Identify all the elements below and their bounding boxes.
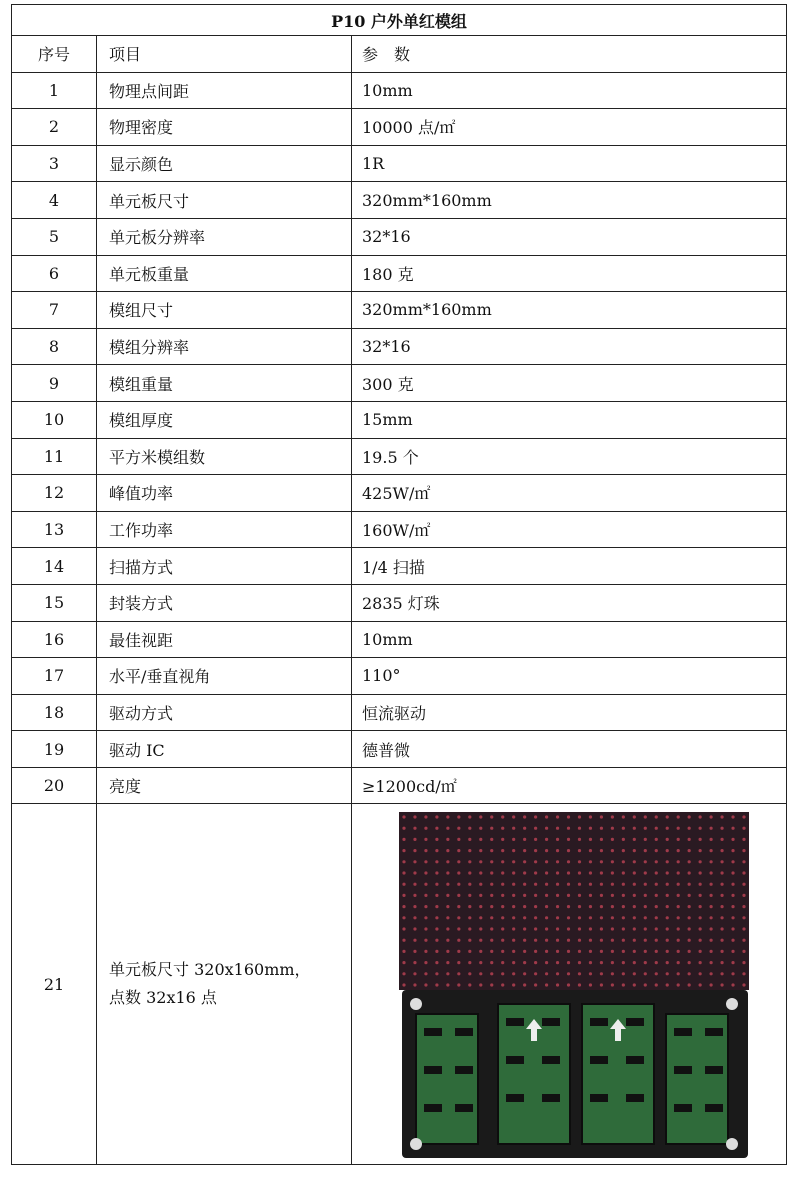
row-value: 10000 点/㎡ xyxy=(352,109,787,146)
table-row xyxy=(12,109,787,146)
table-row xyxy=(12,511,787,548)
row-value: 160W/㎡ xyxy=(352,511,787,548)
table-title: P10 户外单红模组 xyxy=(12,5,787,36)
row-item: 峰值功率 xyxy=(97,475,352,512)
row-number: 6 xyxy=(12,255,97,292)
table-row xyxy=(12,401,787,438)
table-row xyxy=(12,292,787,329)
table-row xyxy=(12,328,787,365)
header-row xyxy=(12,36,787,73)
row-value: 32*16 xyxy=(352,328,787,365)
table-row xyxy=(12,438,787,475)
row-item: 显示颜色 xyxy=(97,145,352,182)
row-number: 15 xyxy=(12,584,97,621)
row-value: 300 克 xyxy=(352,365,787,402)
row-item: 亮度 xyxy=(97,767,352,804)
row-value: 15mm xyxy=(352,401,787,438)
table-row xyxy=(12,731,787,768)
row-value: ≥1200cd/㎡ xyxy=(352,767,787,804)
table-row xyxy=(12,182,787,219)
row-item: 模组分辨率 xyxy=(97,328,352,365)
header-item: 项目 xyxy=(97,36,352,73)
row-item: 单元板分辨率 xyxy=(97,218,352,255)
row-number: 2 xyxy=(12,109,97,146)
table-row xyxy=(12,658,787,695)
row-number: 12 xyxy=(12,475,97,512)
table-row xyxy=(12,475,787,512)
title-row xyxy=(12,5,787,36)
row-item-description xyxy=(97,804,352,1165)
module-photo xyxy=(362,804,786,1164)
table-row-image xyxy=(12,804,787,1165)
table-row xyxy=(12,218,787,255)
row-value: 恒流驱动 xyxy=(352,694,787,731)
table-row xyxy=(12,145,787,182)
row-value: 2835 灯珠 xyxy=(352,584,787,621)
table-row xyxy=(12,694,787,731)
row-value: 1R xyxy=(352,145,787,182)
row-number: 19 xyxy=(12,731,97,768)
header-no: 序号 xyxy=(12,36,97,73)
row-number: 11 xyxy=(12,438,97,475)
row-value: 32*16 xyxy=(352,218,787,255)
table-row xyxy=(12,255,787,292)
row-value: 180 克 xyxy=(352,255,787,292)
table-row xyxy=(12,584,787,621)
row-value-image xyxy=(352,804,787,1165)
row-item: 物理点间距 xyxy=(97,72,352,109)
row-item: 水平/垂直视角 xyxy=(97,658,352,695)
row-number: 10 xyxy=(12,401,97,438)
row-number: 13 xyxy=(12,511,97,548)
table-row xyxy=(12,548,787,585)
led-module-photo xyxy=(394,804,754,1164)
row-item: 模组重量 xyxy=(97,365,352,402)
row-value: 1/4 扫描 xyxy=(352,548,787,585)
row-number: 1 xyxy=(12,72,97,109)
header-value: 参 数 xyxy=(352,36,787,73)
row-number: 20 xyxy=(12,767,97,804)
table-row xyxy=(12,365,787,402)
row-item: 扫描方式 xyxy=(97,548,352,585)
row-item: 工作功率 xyxy=(97,511,352,548)
row-number: 8 xyxy=(12,328,97,365)
row-number: 4 xyxy=(12,182,97,219)
row-item: 单元板重量 xyxy=(97,255,352,292)
row-number: 3 xyxy=(12,145,97,182)
row-number: 5 xyxy=(12,218,97,255)
row-value: 10mm xyxy=(352,72,787,109)
row-item: 模组厚度 xyxy=(97,401,352,438)
row-item: 单元板尺寸 xyxy=(97,182,352,219)
row-item: 平方米模组数 xyxy=(97,438,352,475)
row-value: 320mm*160mm xyxy=(352,292,787,329)
row-value: 320mm*160mm xyxy=(352,182,787,219)
row-value: 德普微 xyxy=(352,731,787,768)
row-number: 7 xyxy=(12,292,97,329)
table-row xyxy=(12,72,787,109)
row-number: 17 xyxy=(12,658,97,695)
row-item: 驱动方式 xyxy=(97,694,352,731)
row-item: 最佳视距 xyxy=(97,621,352,658)
description-line-1: 单元板尺寸 320x160mm， xyxy=(109,960,311,980)
row-item: 驱动 IC xyxy=(97,731,352,768)
table-row xyxy=(12,767,787,804)
description-line-2: 点数 32x16 点 xyxy=(109,988,217,1008)
row-value: 425W/㎡ xyxy=(352,475,787,512)
row-value: 19.5 个 xyxy=(352,438,787,475)
row-number: 14 xyxy=(12,548,97,585)
row-number: 18 xyxy=(12,694,97,731)
row-item: 模组尺寸 xyxy=(97,292,352,329)
spec-table xyxy=(11,4,787,1165)
row-number: 21 xyxy=(12,804,97,1165)
row-item: 封装方式 xyxy=(97,584,352,621)
row-value: 110° xyxy=(352,658,787,695)
row-item: 物理密度 xyxy=(97,109,352,146)
row-number: 9 xyxy=(12,365,97,402)
table-row xyxy=(12,621,787,658)
row-number: 16 xyxy=(12,621,97,658)
row-value: 10mm xyxy=(352,621,787,658)
